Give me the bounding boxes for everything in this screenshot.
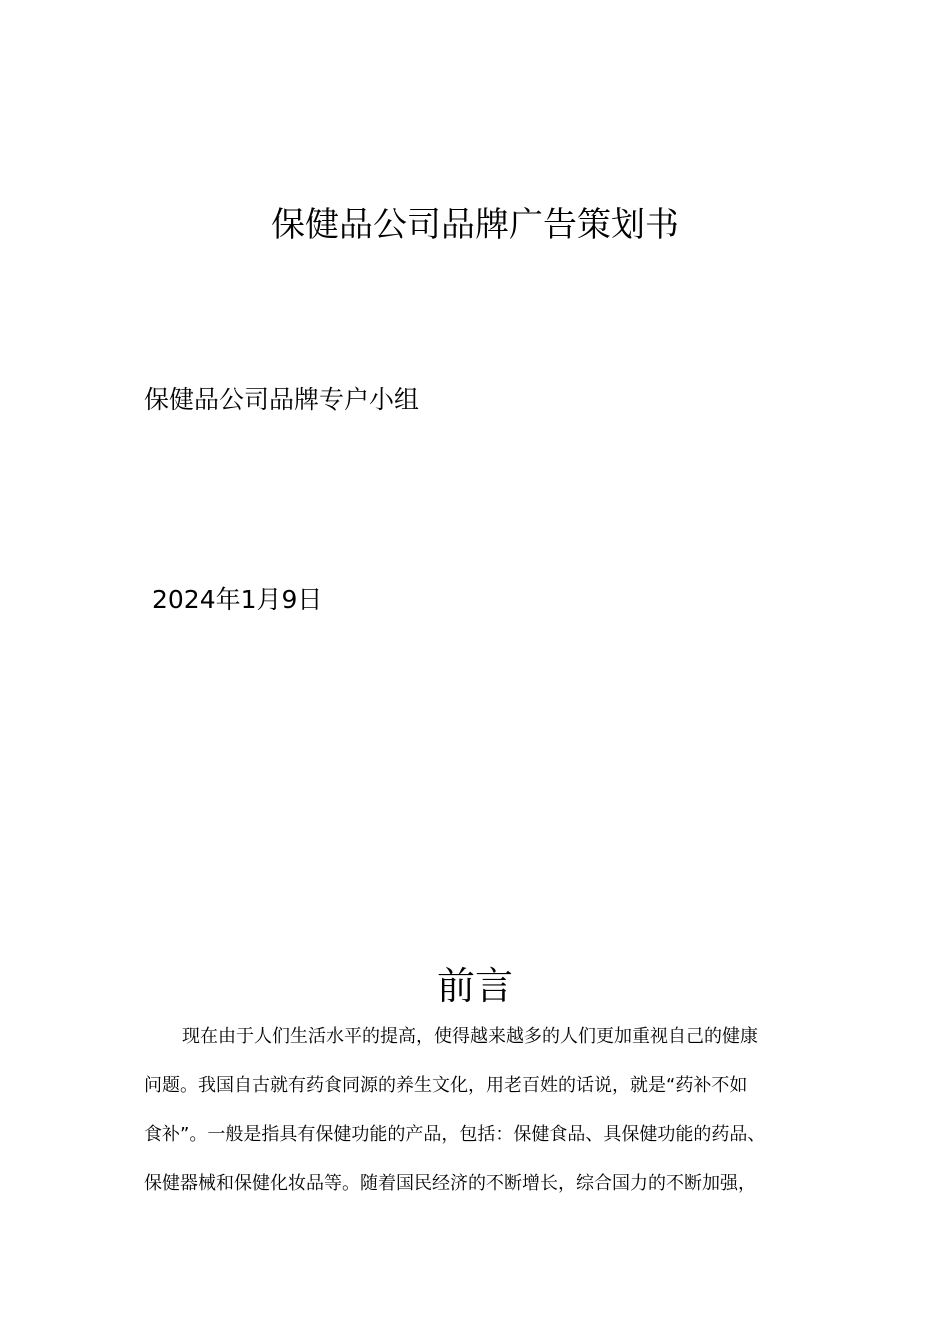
document-title: 保健品公司品牌广告策划书	[271, 205, 679, 245]
preface-line: 问题。我国自古就有药食同源的养生文化，用老百姓的话说，就是“药补不如	[144, 1075, 748, 1096]
preface-line: 食补”。一般是指具有保健功能的产品，包括：保健食品、具保健功能的药品、	[144, 1124, 766, 1145]
preface-line: 保健器械和保健化妆品等。随着国民经济的不断增长，综合国力的不断加强，	[144, 1173, 756, 1194]
document-date: 2024年1月9日	[152, 585, 323, 614]
preface-body	[144, 1026, 824, 1222]
preface-line: 现在由于人们生活水平的提高，使得越来越多的人们更加重视自己的健康	[182, 1026, 758, 1047]
document-author: 保健品公司品牌专户小组	[144, 385, 420, 414]
preface-heading: 前言	[436, 964, 513, 1008]
